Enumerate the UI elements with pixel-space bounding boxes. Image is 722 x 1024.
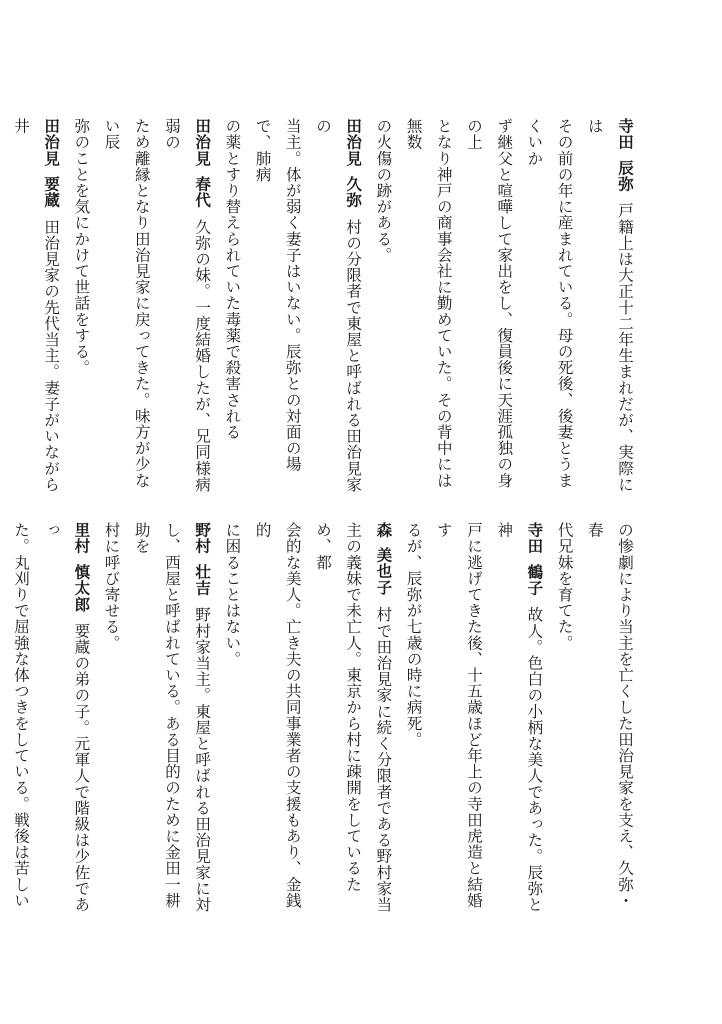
description-line: た。丸刈りで屈強な体つきをしている。戦後は苦しい <box>11 522 30 909</box>
character-name-part: 春代 <box>193 175 212 208</box>
description-line: 会的な美人。亡き夫の共同事業者の支援もあり、金銭的 <box>253 522 302 909</box>
description-line: し、西屋と呼ばれている。ある目的のために金田一耕助を <box>132 522 181 909</box>
character-entry <box>374 118 634 492</box>
character-entry <box>405 522 544 912</box>
character-entry <box>0 522 90 912</box>
character-name-part: 寺田 <box>616 118 634 151</box>
description-line: ため離縁となり田治見家に戻ってきた。味方が少ない辰 <box>102 118 151 489</box>
character-entry <box>223 522 392 912</box>
description-line: 久弥の妹。一度結婚したが、兄同様病弱の <box>162 118 212 493</box>
description-line: 田治見家の先代当主。妻子がいながら井 <box>11 118 61 493</box>
character-name <box>519 522 549 596</box>
character-name-part: 美也子 <box>374 547 393 596</box>
character-name <box>187 522 217 596</box>
character-name <box>368 522 398 596</box>
character-name-part: 里村 <box>72 522 91 555</box>
character-name <box>36 118 66 208</box>
character-name-part: 寺田 <box>525 522 544 555</box>
character-name <box>338 118 368 208</box>
character-name-part: 要蔵 <box>42 175 61 208</box>
character-name-part: 田治見 <box>344 118 363 167</box>
description-line: ず継父と喧嘩して家出をし、復員後に天涯孤独の身の上 <box>464 118 514 489</box>
description-line: となり神戸の商事会社に勤めていた。その背中には無数 <box>404 118 453 489</box>
description-line: 戸籍上は大正十二年生まれだが、実際には <box>585 118 634 493</box>
character-list-top-half <box>11 118 640 504</box>
description-line: 主の義妹で未亡人。東京から村に疎開をしているため、都 <box>313 522 363 893</box>
description-line: 故人。色白の小柄な美人であった。辰弥と神 <box>495 522 544 913</box>
character-name-part: 久弥 <box>344 175 363 208</box>
description-line: 野村家当主。東屋と呼ばれる田治見家に対 <box>193 606 212 913</box>
character-name <box>66 522 96 612</box>
character-name-part: 慎太郎 <box>72 563 91 612</box>
character-name <box>610 118 640 192</box>
description-line: に困ることはない。 <box>223 522 242 667</box>
description-line: 代兄妹を育てた。 <box>555 522 574 651</box>
character-entry <box>0 118 60 492</box>
character-name <box>187 118 217 208</box>
description-line: 村で田治見家に続く分限者である野村家当 <box>374 606 393 913</box>
description-line: 要蔵の弟の子。元軍人で階級は少佐であっ <box>42 522 91 913</box>
character-name-part: 壮吉 <box>193 563 212 596</box>
character-name-part: 辰弥 <box>616 159 634 192</box>
description-line: その前の年に産まれている。母の死後、後妻とうまくいか <box>525 118 574 489</box>
description-line: の惨劇により当主を亡くした田治見家を支え、久弥・春 <box>585 522 634 909</box>
description-line: の薬とすり替えられていた毒薬で殺害される <box>223 118 242 440</box>
character-entry <box>72 118 211 492</box>
description-line: 戸に逃げてきた後、十五歳ほど年上の寺田虎造と結婚す <box>434 522 483 909</box>
character-list-bottom-half <box>11 522 640 914</box>
character-name-part: 田治見 <box>42 118 61 167</box>
character-entry <box>103 522 212 912</box>
description-line: 弥のことを気にかけて世話をする。 <box>72 118 91 376</box>
description-line: 村に呼び寄せる。 <box>102 522 121 651</box>
description-line: 当主。体が弱く妻子はいない。辰弥との対面の場で、肺病 <box>253 118 302 473</box>
description-line: るが、辰弥が七歳の時に病死。 <box>404 522 423 748</box>
character-name-part: 鶴子 <box>525 563 544 596</box>
character-entry <box>223 118 362 492</box>
character-name-part: 田治見 <box>193 118 212 167</box>
description-line: 村の分限者で東屋と呼ばれる田治見家の <box>313 118 363 493</box>
character-name-part: 森 <box>374 522 393 539</box>
character-entry <box>556 522 634 908</box>
description-line: の火傷の跡がある。 <box>374 118 393 263</box>
character-name-part: 野村 <box>193 522 212 555</box>
